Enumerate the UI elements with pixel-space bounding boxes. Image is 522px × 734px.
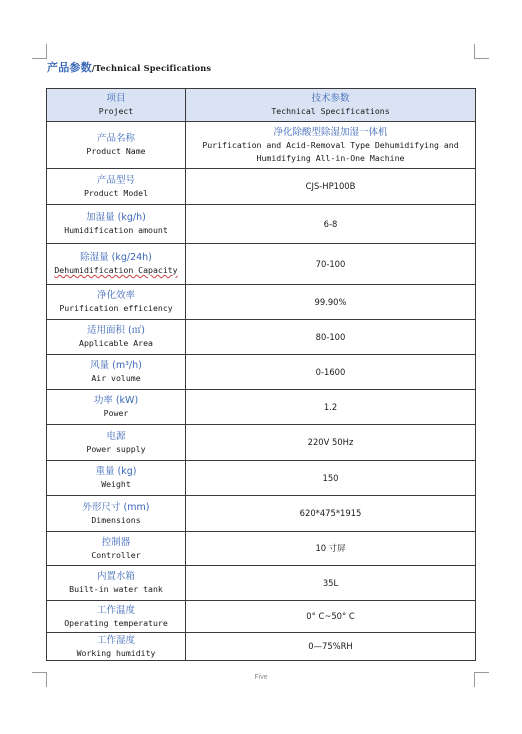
row-label-en: Humidification amount — [64, 225, 168, 235]
row-label-cn: 产品型号 — [96, 174, 135, 186]
row-label-en: Weight — [101, 479, 131, 489]
row-label-en: Air volume — [91, 373, 141, 383]
row-value-cn: 净化除酸型除湿加湿一体机 — [273, 126, 388, 138]
row-label-cell — [47, 425, 186, 461]
row-label-cn: 功率 (kW) — [93, 395, 139, 406]
crop-mark-top-left — [32, 44, 47, 59]
header-spec-cell — [186, 89, 476, 122]
row-label-cn: 工作湿度 — [96, 634, 135, 646]
row-value-cell — [186, 390, 476, 425]
row-value: 620*475*1915 — [299, 508, 362, 518]
row-value: 0—75%RH — [308, 641, 353, 651]
row-label-cell — [47, 496, 186, 532]
row-value: 1.2 — [323, 401, 338, 412]
row-value: 0° C~50° C — [306, 611, 355, 621]
row-label-en: Product Model — [83, 187, 149, 198]
row-label-cell — [47, 244, 186, 285]
row-value-cell — [186, 169, 476, 205]
row-label-cn: 内置水箱 — [96, 571, 135, 582]
row-value: 70-100 — [315, 258, 346, 269]
row-value-cell — [186, 355, 476, 390]
row-label-en: Product Name — [86, 146, 146, 156]
row-label-cell — [47, 566, 186, 601]
page-number: Five — [254, 674, 268, 681]
row-value-cell — [186, 285, 476, 320]
header-spec-cn: 技术参数 — [311, 93, 350, 104]
row-label-cell — [47, 205, 186, 244]
row-value: 150 — [322, 472, 339, 483]
table-row — [47, 633, 476, 661]
row-label-cell — [47, 355, 186, 390]
row-label-cell — [47, 320, 186, 355]
table-row — [47, 566, 476, 601]
row-value-cell — [186, 244, 476, 285]
row-label-cn: 电源 — [106, 430, 126, 442]
row-label-en: Built-in water tank — [69, 584, 163, 594]
row-value-cell — [186, 566, 476, 601]
row-value-cell — [186, 601, 476, 633]
row-value: 220V 50Hz — [307, 437, 354, 447]
row-value-cell — [186, 425, 476, 461]
row-value: CJS-HP100B — [305, 181, 356, 191]
row-value-cell — [186, 496, 476, 532]
header-spec-en: Technical Specifications — [271, 106, 390, 116]
table-header-row — [47, 89, 476, 122]
page-title-en: /Technical Specifications — [91, 63, 212, 73]
row-value: 80-100 — [315, 331, 346, 342]
row-label-en: Power supply — [86, 443, 146, 454]
row-label-cn: 控制器 — [101, 536, 131, 548]
row-label-cn: 外形尺寸 (mm) — [82, 501, 150, 513]
row-label-en: Applicable Area — [79, 338, 153, 348]
row-value-cell — [186, 320, 476, 355]
row-label-en: Working humidity — [76, 647, 156, 658]
row-label-en: Operating temperature — [64, 617, 168, 628]
header-project-en: Project — [98, 106, 134, 116]
row-label-cn: 产品名称 — [96, 133, 135, 144]
table-row — [47, 205, 476, 244]
row-value: 10 寸屏 — [315, 543, 346, 553]
row-label-en: Purification efficiency — [59, 303, 173, 313]
row-value: 99.90% — [314, 296, 347, 307]
table-row — [47, 532, 476, 566]
spec-table — [46, 88, 476, 661]
row-label-cell — [47, 390, 186, 425]
row-label-cn: 除湿量 (kg/24h) — [80, 252, 152, 263]
header-project-cn: 项目 — [106, 93, 126, 104]
table-row — [47, 461, 476, 496]
row-value-cell — [186, 532, 476, 566]
row-value-cell — [186, 205, 476, 244]
table-row — [47, 244, 476, 285]
row-label-cell — [47, 633, 186, 661]
page-title — [47, 59, 211, 75]
row-label-cell — [47, 461, 186, 496]
row-label-cell — [47, 285, 186, 320]
row-value: Purification and Acid-Removal Type Dehumidifying and Humidifying All-in-One Machine — [202, 139, 459, 163]
row-label-cn: 重量 (kg) — [95, 466, 137, 477]
row-label-cell — [47, 169, 186, 205]
table-row — [47, 122, 476, 169]
row-label-cell — [47, 532, 186, 566]
table-row — [47, 601, 476, 633]
row-label-en: Power — [103, 408, 129, 418]
row-label-en: Controller — [91, 549, 141, 560]
row-label-cell — [47, 601, 186, 633]
row-label-en: Dimensions — [91, 514, 141, 525]
table-row — [47, 390, 476, 425]
row-label-en: Dehumidification Capacity — [54, 265, 178, 275]
table-row — [47, 169, 476, 205]
row-label-cn: 风量 (m³/h) — [90, 360, 142, 371]
table-row — [47, 320, 476, 355]
row-label-cn: 工作温度 — [96, 604, 135, 616]
row-value-cell — [186, 461, 476, 496]
page-title-cn: 产品参数 — [47, 61, 92, 74]
row-label-cn: 加湿量 (kg/h) — [86, 212, 146, 223]
row-label-cn: 适用面积 (㎡) — [87, 325, 145, 336]
table-row — [47, 496, 476, 532]
row-value: 35L — [322, 577, 339, 588]
row-value-cell — [186, 633, 476, 661]
row-value-cell — [186, 122, 476, 169]
row-label-cell — [47, 122, 186, 169]
row-value: 6-8 — [323, 218, 338, 229]
header-project-cell — [47, 89, 186, 122]
table-row — [47, 425, 476, 461]
table-row — [47, 355, 476, 390]
crop-mark-top-right — [474, 44, 489, 59]
row-value: 0-1600 — [315, 366, 346, 377]
table-row — [47, 285, 476, 320]
row-label-cn: 净化效率 — [96, 290, 135, 301]
